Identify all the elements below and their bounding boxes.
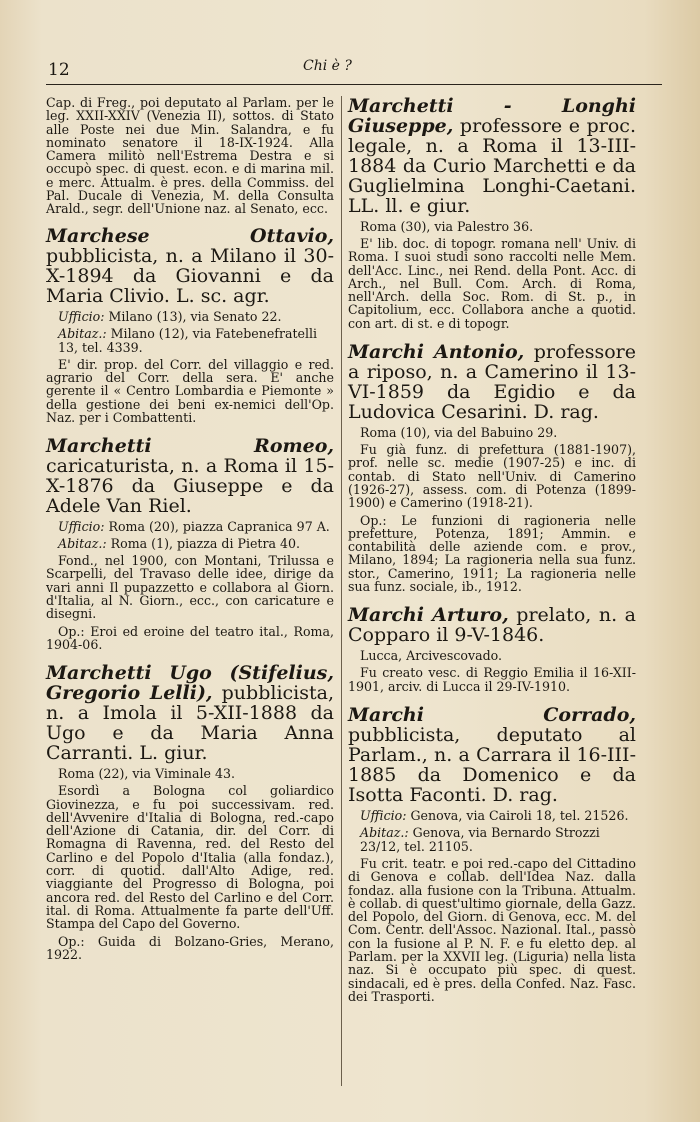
entry-heading <box>348 705 636 805</box>
entry-name: Marchetti - Longhi Giuseppe, <box>348 95 636 137</box>
entry <box>348 342 636 593</box>
entry-name: Marchetti Romeo, <box>46 435 334 458</box>
entry-heading <box>348 605 636 645</box>
entry-paragraph: Op.: Eroi ed eroine del teatro ital., Roma, 1904-06. <box>46 623 334 652</box>
entry <box>46 663 334 961</box>
entry-description: caricaturista, n. a Roma il 15-X-1876 da Giuseppe e da Adele Van Riel. <box>46 455 334 518</box>
address-text: Milano (13), via Senato 22. <box>104 308 282 324</box>
address-text: Roma (20), piazza Capranica 97 A. <box>104 519 330 535</box>
address-line <box>360 426 636 440</box>
entry <box>46 436 334 651</box>
entry-description: pubblicista, n. a Imola il 5-XII-1888 da Ugo e da Maria Anna Carranti. L. giur. <box>46 682 334 765</box>
address-text: Lucca, Arcivescovado. <box>360 648 503 664</box>
continuation-text: Cap. di Freg., poi deputato al Parlam. per le leg. XXII-XXIV (Venezia II), sottos. di Stato alle Poste nei due Min. Salandra, e fu nominato senatore il 18-IX-1924. Alla Camera militò nell'Estrema Destra e si occupò spec. di quest. econ. e di marina mil. e merc. Attualm. è pres. della Commiss. del Pal. Ducale di Venezia, M. della Consulta Arald., segr. dell'Unione naz. al Senato, ecc. <box>46 95 334 217</box>
address-line <box>360 809 636 823</box>
address-line <box>360 649 636 663</box>
entry-description: pubblicista, n. a Milano il 30-X-1894 da Giovanni e da Maria Clivio. L. sc. agr. <box>46 244 334 307</box>
entry-paragraph: Fu creato vesc. di Reggio Emilia il 16-XII-1901, arciv. di Lucca il 29-IV-1910. <box>348 665 636 694</box>
column-divider <box>341 96 342 1086</box>
page-header <box>48 58 660 78</box>
address-text: Roma (1), piazza di Pietra 40. <box>106 536 301 552</box>
address-text: Roma (10), via del Babuino 29. <box>360 425 558 441</box>
entry-paragraph: Op.: Le funzioni di ragioneria nelle prefetture, Potenza, 1891; Ammin. e contabilità delle aziende com. e prov., Milano, 1894; La ragioneria nella sua funz. stor., Camerino, 1911; La ragioneria nelle sua funz. sociale, ib., 1912. <box>348 512 636 595</box>
entry <box>348 96 636 330</box>
entry <box>348 705 636 1003</box>
header-rule <box>46 84 662 85</box>
address-line <box>58 520 334 534</box>
entry-heading <box>46 436 334 516</box>
entry-heading <box>348 342 636 422</box>
entry-heading <box>46 663 334 763</box>
address-label: Ufficio: <box>58 308 105 324</box>
address-line <box>360 220 636 234</box>
page-number: 12 <box>48 60 70 80</box>
entry-paragraph: Fu crit. teatr. e poi red.-capo del Cittadino di Genova e collab. dell'Idea Naz. dalla fondaz. alla fusione con la Tribuna. Attualm. è collab. di quest'ultimo giornale, della Gazz. del Popolo, del Giorn. di Genova, ecc. M. del Com. Centr. dell'Assoc. Nazional. Ital., passò con la fusione al P. N. F. e fu eletto dep. al Parlam. per la XXVII leg. (Liguria) nella lista naz. Si è occupato più spec. di quest. sindacali, ed è pres. della Confed. Naz. Fasc. dei Trasporti. <box>348 855 636 1004</box>
entry-paragraph: Fu già funz. di prefettura (1881-1907), prof. nelle sc. medie (1907-25) e inc. di contab. di Stato nell'Univ. di Camerino (1926-27), assess. com. di Potenza (1899-1900) e Camerino (1918-21). <box>348 442 636 511</box>
address-label: Abitaz.: <box>360 824 409 840</box>
address-text: Roma (22), via Viminale 43. <box>58 766 236 782</box>
entry-description: professore e proc. legale, n. a Roma il 13-III-1884 da Curio Marchetti e da Guglielmina Longhi-Caetani. LL. ll. e giur. <box>348 115 636 217</box>
entry-name: Marchi Antonio, <box>348 341 525 364</box>
entry-name: Marchetti Ugo (Stifelius, Gregorio Lelli), <box>46 662 334 705</box>
address-text: Genova, via Bernardo Strozzi 23/12, tel. 21105. <box>360 824 600 854</box>
address-line <box>58 767 334 781</box>
entry <box>46 226 334 424</box>
right-column <box>348 96 636 1015</box>
left-column <box>46 96 334 973</box>
address-label: Abitaz.: <box>58 536 107 552</box>
address-line <box>58 310 334 324</box>
address-text: Genova, via Cairoli 18, tel. 21526. <box>406 807 629 823</box>
entry <box>348 605 636 693</box>
entry-description: pubblicista, deputato al Parlam., n. a Carrara il 16-III-1885 da Domenico e da Isotta Faconti. D. rag. <box>348 723 636 806</box>
right-entries <box>348 96 636 1003</box>
entry-name: Marchi Corrado, <box>348 703 636 726</box>
address-line <box>58 327 334 355</box>
address-text: Milano (12), via Fatebenefratelli 13, tel. 4339. <box>58 325 318 355</box>
left-entries <box>46 226 334 961</box>
entry-paragraph: E' lib. doc. di topogr. romana nell' Univ. di Roma. I suoi studi sono raccolti nelle Mem. dell'Acc. Linc., nei Rend. della Pont. Acc. di Arch., nel Bull. Com. Arch. di Roma, nell'Arch. della Soc. Rom. di St. p., in Capitolium, ecc. Collabora anche a quotid. con art. di st. e di topogr. <box>348 236 636 331</box>
entry-name: Marchi Arturo, <box>348 604 509 627</box>
entry-paragraph: Op.: Guida di Bolzano-Gries, Merano, 1922. <box>46 933 334 962</box>
address-label: Abitaz.: <box>58 325 107 341</box>
running-title: Chi è ? <box>303 58 352 74</box>
entry-heading <box>46 226 334 306</box>
entry-name: Marchese Ottavio, <box>46 224 334 247</box>
address-line <box>360 826 636 854</box>
entry-description: prelato, n. a Copparo il 9-V-1846. <box>348 604 636 647</box>
entry-paragraph: E' dir. prop. del Corr. del villaggio e red. agrario del Corr. della sera. E' anche gerente il « Centro Lombardia e Piemonte » della gestione dei beni ex-nemici dell'Op. Naz. per i Combattenti. <box>46 356 334 425</box>
entry-paragraph: Esordì a Bologna col goliardico Giovinezza, e fu poi successivam. red. dell'Avvenire d'Italia di Bologna, red.-capo dell'Azione di Catania, dir. del Corr. di Romagna di Ravenna, red. del Resto del Carlino e del Popolo d'Italia (alla fondaz.), corr. di quotid. dall'Alto Adige, red. viaggiante del Progresso di Bologna, poi ancora red. del Resto del Carlino e del Corr. ital. di Roma. Attualmente fa parte dell'Uff. Stampa del Capo del Governo. <box>46 783 334 932</box>
entry-paragraph: Fond., nel 1900, con Montani, Trilussa e Scarpelli, del Travaso delle idee, dirige da vari anni Il pupazzetto e collabora al Giorn. d'Italia, al N. Giorn., ecc., con caricature e disegni. <box>46 553 334 622</box>
address-text: Roma (30), via Palestro 36. <box>360 219 534 234</box>
address-line <box>58 537 334 551</box>
entry-heading <box>348 96 636 216</box>
entry-description: professore a riposo, n. a Camerino il 13-VI-1859 da Egidio e da Ludovica Cesarini. D. rag. <box>348 341 636 424</box>
address-label: Ufficio: <box>360 807 407 823</box>
address-label: Ufficio: <box>58 519 105 535</box>
